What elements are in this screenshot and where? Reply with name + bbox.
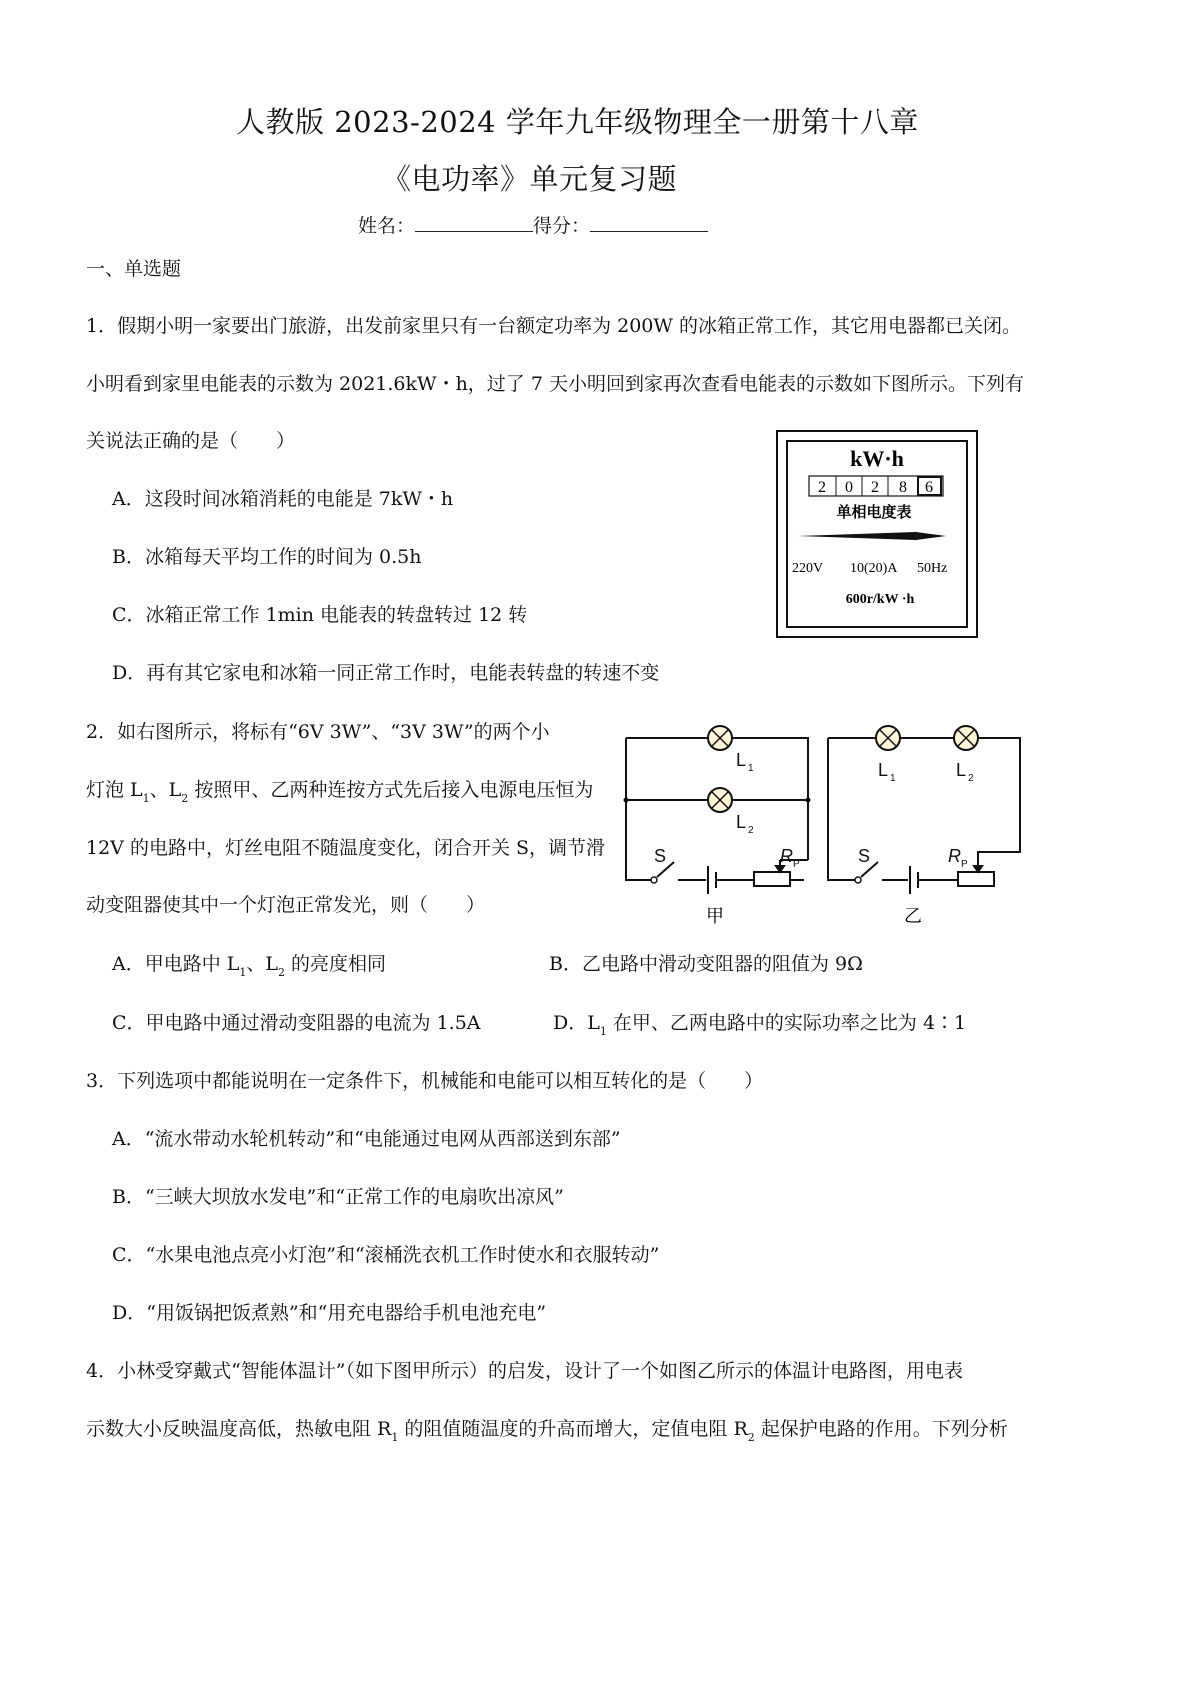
q2-text: 在甲、乙两电路中的实际功率之比为 4∶1 <box>606 1012 967 1034</box>
q2-subscript: 1 <box>599 1025 607 1038</box>
q2-option-d <box>553 1011 966 1038</box>
q4-stem-line1: 4．小林受穿戴式“智能体温计”（如下图甲所示）的启发，设计了一个如图乙所示的体温计电路图，用电表 <box>86 1360 964 1382</box>
q1-option-b: B．冰箱每天平均工作的时间为 0.5h <box>112 546 422 568</box>
switch-label: S <box>654 846 667 866</box>
q3-option-c: C．“水果电池点亮小灯泡”和“滚桶洗衣机工作时使水和衣服转动” <box>112 1244 660 1266</box>
q4-subscript: 2 <box>747 1431 755 1444</box>
q2-text: D．L <box>553 1012 600 1034</box>
meter-digit: 0 <box>845 479 853 496</box>
lamp-label: L <box>878 760 889 780</box>
q1-option-c: C．冰箱正常工作 1min 电能表的转盘转过 12 转 <box>112 604 528 626</box>
switch-contact-icon <box>855 877 861 883</box>
junction-dot-icon <box>806 798 811 803</box>
q2-text: 灯泡 L <box>86 779 143 801</box>
q3-stem: 3．下列选项中都能说明在一定条件下，机械能和电能可以相互转化的是（ ） <box>86 1070 764 1092</box>
q2-option-a <box>112 952 386 979</box>
meter-name: 单相电度表 <box>836 503 912 521</box>
score-field[interactable] <box>590 215 708 232</box>
rheostat-label-sub: P <box>961 859 968 870</box>
lamp-label-sub: 2 <box>748 825 754 836</box>
lamp-icon <box>708 788 732 812</box>
meter-digit-decimal: 6 <box>925 479 933 496</box>
page-title-line1: 人教版 2023-2024 学年九年级物理全一册第十八章 <box>236 105 919 139</box>
q4-text: 示数大小反映温度高低，热敏电阻 R <box>86 1418 392 1440</box>
q3-option-b: B．“三峡大坝放水发电”和“正常工作的电扇吹出凉风” <box>112 1186 564 1208</box>
electricity-meter-figure <box>776 430 978 638</box>
page-title-line2: 《电功率》单元复习题 <box>382 162 678 196</box>
rheostat-arrow-icon <box>974 864 982 872</box>
name-score-row <box>358 214 708 238</box>
q2-stem-line4: 动变阻器使其中一个灯泡正常发光，则（ ） <box>86 894 486 916</box>
q3-option-d: D．“用饭锅把饭煮熟”和“用充电器给手机电池充电” <box>112 1302 547 1324</box>
meter-spec-current: 10(20)A <box>850 561 898 576</box>
circuit-diagram-figure <box>618 714 1028 930</box>
q3-option-a: A．“流水带动水轮机转动”和“电能通过电网从西部送到东部” <box>112 1128 621 1150</box>
meter-rate: 600r/kW ·h <box>845 592 915 607</box>
lamp-icon <box>876 726 900 750</box>
circuit-caption-right: 乙 <box>904 906 922 927</box>
q2-stem-line1: 2．如右图所示，将标有“6V 3W”、“3V 3W”的两个小 <box>86 721 550 743</box>
q2-subscript: 2 <box>278 966 286 979</box>
lamp-label: L <box>956 760 967 780</box>
name-label: 姓名： <box>358 215 416 237</box>
q1-option-d: D．再有其它家电和冰箱一同正常工作时，电能表转盘的转速不变 <box>112 662 660 684</box>
lamp-label-sub: 1 <box>748 763 754 774</box>
junction-dot-icon <box>624 798 629 803</box>
rheostat-label: R <box>780 846 793 866</box>
q4-text: 的阻值随温度的升高而增大，定值电阻 R <box>398 1418 748 1440</box>
q1-stem-line1: 1．假期小明一家要出门旅游，出发前家里只有一台额定功率为 200W 的冰箱正常工作，其它用电器都已关闭。 <box>86 315 1021 337</box>
q2-option-c: C．甲电路中通过滑动变阻器的电流为 1.5A <box>112 1012 481 1034</box>
q4-subscript: 1 <box>391 1431 399 1444</box>
section-heading: 一、单选题 <box>86 258 182 280</box>
meter-spec-freq: 50Hz <box>917 561 948 576</box>
q2-stem-line3: 12V 的电路中，灯丝电阻不随温度变化，闭合开关 S，调节滑 <box>86 837 605 859</box>
meter-digit: 8 <box>899 479 907 496</box>
q1-stem-line3: 关说法正确的是（ ） <box>86 430 296 452</box>
meter-unit: kW·h <box>850 446 904 471</box>
circuit-caption-left: 甲 <box>706 906 724 927</box>
rheostat-label: R <box>948 846 961 866</box>
lamp-label-sub: 1 <box>890 773 896 784</box>
q2-subscript: 1 <box>239 966 247 979</box>
lamp-label: L <box>736 750 747 770</box>
q2-subscript: 1 <box>142 792 150 805</box>
q2-text: A．甲电路中 L <box>112 953 240 975</box>
rheostat-label-sub: P <box>793 859 800 870</box>
q2-subscript: 2 <box>181 792 189 805</box>
lamp-icon <box>708 726 732 750</box>
q1-option-a: A．这段时间冰箱消耗的电能是 7kW・h <box>112 488 454 510</box>
switch-label: S <box>858 846 871 866</box>
lamp-icon <box>954 726 978 750</box>
score-label: 得分： <box>533 215 591 237</box>
q1-stem-line2: 小明看到家里电能表的示数为 2021.6kW・h，过了 7 天小明回到家再次查看电能表的示数如下图所示。下列有 <box>86 373 1024 395</box>
q4-text: 起保护电路的作用。下列分析 <box>754 1418 1008 1440</box>
q4-stem-line2 <box>86 1417 1008 1444</box>
lamp-label-sub: 2 <box>968 773 974 784</box>
q2-text: 的亮度相同 <box>285 953 387 975</box>
q2-text: 、L <box>149 779 182 801</box>
meter-digit: 2 <box>818 479 826 496</box>
switch-contact-icon <box>651 877 657 883</box>
meter-spec-voltage: 220V <box>792 561 824 576</box>
q2-text: 按照甲、乙两种连按方式先后接入电源电压恒为 <box>188 779 594 801</box>
meter-digit-box <box>809 476 943 496</box>
name-field[interactable] <box>415 215 533 232</box>
meter-digit: 2 <box>871 479 879 496</box>
q2-text: 、L <box>246 953 279 975</box>
lamp-label: L <box>736 812 747 832</box>
q2-stem-line2 <box>86 778 593 805</box>
q2-option-b: B．乙电路中滑动变阻器的阻值为 9Ω <box>549 953 863 975</box>
